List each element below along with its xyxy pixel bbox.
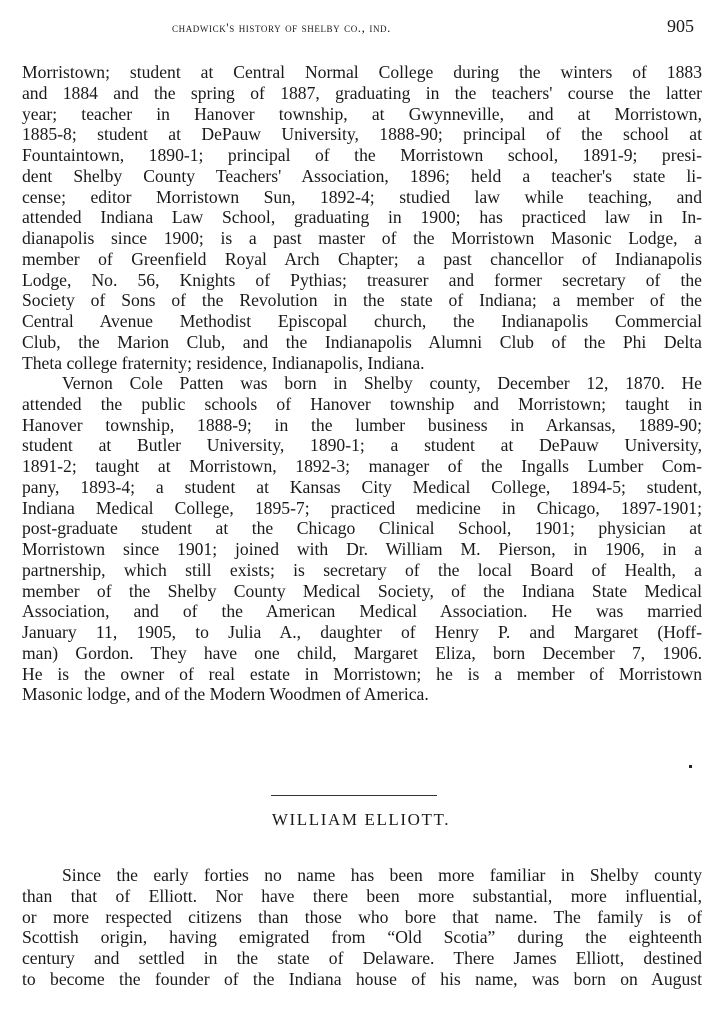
running-title: chadwick's history of shelby co., ind. [172,20,391,35]
text-line: than that of Elliott. Nor have there been more substantial, more influential, [22,885,702,906]
text-line: pany, 1893-4; a student at Kansas City Medical College, 1894-5; student, [22,476,702,497]
stray-mark [689,765,692,768]
page-header [0,16,722,40]
text-line: Since the early forties no name has been more familiar in Shelby county [62,865,702,885]
text-line: year; teacher in Hanover township, at Gwynneville, and at Morristown, [22,103,702,124]
text-line: dianapolis since 1900; is a past master of the Morristown Masonic Lodge, a [22,228,702,248]
text-line: partnership, which still exists; is secretary of the local Board of Health, a [22,559,702,580]
page-number: 905 [667,16,694,36]
paragraph-continued-biography [22,62,702,373]
text-line: dent Shelby County Teachers' Association, 1896; held a teacher's state li- [22,165,702,186]
text-line: student at Butler University, 1890-1; a student at DePauw University, [22,435,702,456]
text-line: post-graduate student at the Chicago Clinical School, 1901; physician at [22,518,702,539]
text-line: 1885-8; student at DePauw University, 1888-90; principal of the school at [22,124,702,145]
text-line: Indiana Medical College, 1895-7; practiced medicine in Chicago, 1897-1901; [22,497,702,518]
text-line: Morristown; student at Central Normal College during the winters of 1883 [22,62,702,82]
text-line: Central Avenue Methodist Episcopal church, the Indianapolis Commercial [22,311,702,331]
text-line: Vernon Cole Patten was born in Shelby county, December 12, 1870. He [62,373,702,393]
text-line: member of Greenfield Royal Arch Chapter; a past chancellor of Indianapolis [22,248,702,269]
text-line: century and settled in the state of Delaware. There James Elliott, destined [22,948,702,968]
text-line: Lodge, No. 56, Knights of Pythias; treasurer and former secretary of the [22,269,702,290]
text-line: or more respected citizens than those who bore that name. The family is of [22,906,702,927]
text-line: January 11, 1905, to Julia A., daughter of Henry P. and Margaret (Hoff- [22,622,702,642]
text-line: attended Indiana Law School, graduating in 1900; has practiced law in In- [22,207,702,228]
paragraph-vernon-cole-patten [22,373,702,705]
text-line: 1891-2; taught at Morristown, 1892-3; manager of the Ingalls Lumber Com- [22,456,702,476]
paragraph-william-elliott [22,865,702,990]
text-line: He is the owner of real estate in Morristown; he is a member of Morristown [22,663,702,684]
text-line: man) Gordon. They have one child, Margaret Eliza, born December 7, 1906. [22,642,702,663]
text-line: to become the founder of the Indiana house of his name, was born on August [22,968,702,989]
text-line: Association, and of the American Medical Association. He was married [22,601,702,622]
text-line: member of the Shelby County Medical Society, of the Indiana State Medical [22,580,702,601]
text-line: Theta college fraternity; residence, Indianapolis, Indiana. [22,352,425,373]
text-line: Society of Sons of the Revolution in the state of Indiana; a member of the [22,290,702,311]
text-line: Morristown since 1901; joined with Dr. William M. Pierson, in 1906, in a [22,539,702,559]
text-line: and 1884 and the spring of 1887, graduating in the teachers' course the latter [22,82,702,103]
text-line: Masonic lodge, and of the Modern Woodmen of America. [22,684,429,705]
text-line: Fountaintown, 1890-1; principal of the Morristown school, 1891-9; presi- [22,145,702,165]
text-line: Scottish origin, having emigrated from “Old Scotia” during the eighteenth [22,927,702,948]
section-title: WILLIAM ELLIOTT. [271,810,451,829]
text-line: attended the public schools of Hanover township and Morristown; taught in [22,393,702,414]
section-divider-rule [271,795,437,796]
text-line: Club, the Marion Club, and the Indianapolis Alumni Club of the Phi Delta [22,331,702,352]
text-line: cense; editor Morristown Sun, 1892-4; studied law while teaching, and [22,186,702,207]
text-line: Hanover township, 1888-9; in the lumber business in Arkansas, 1889-90; [22,414,702,435]
